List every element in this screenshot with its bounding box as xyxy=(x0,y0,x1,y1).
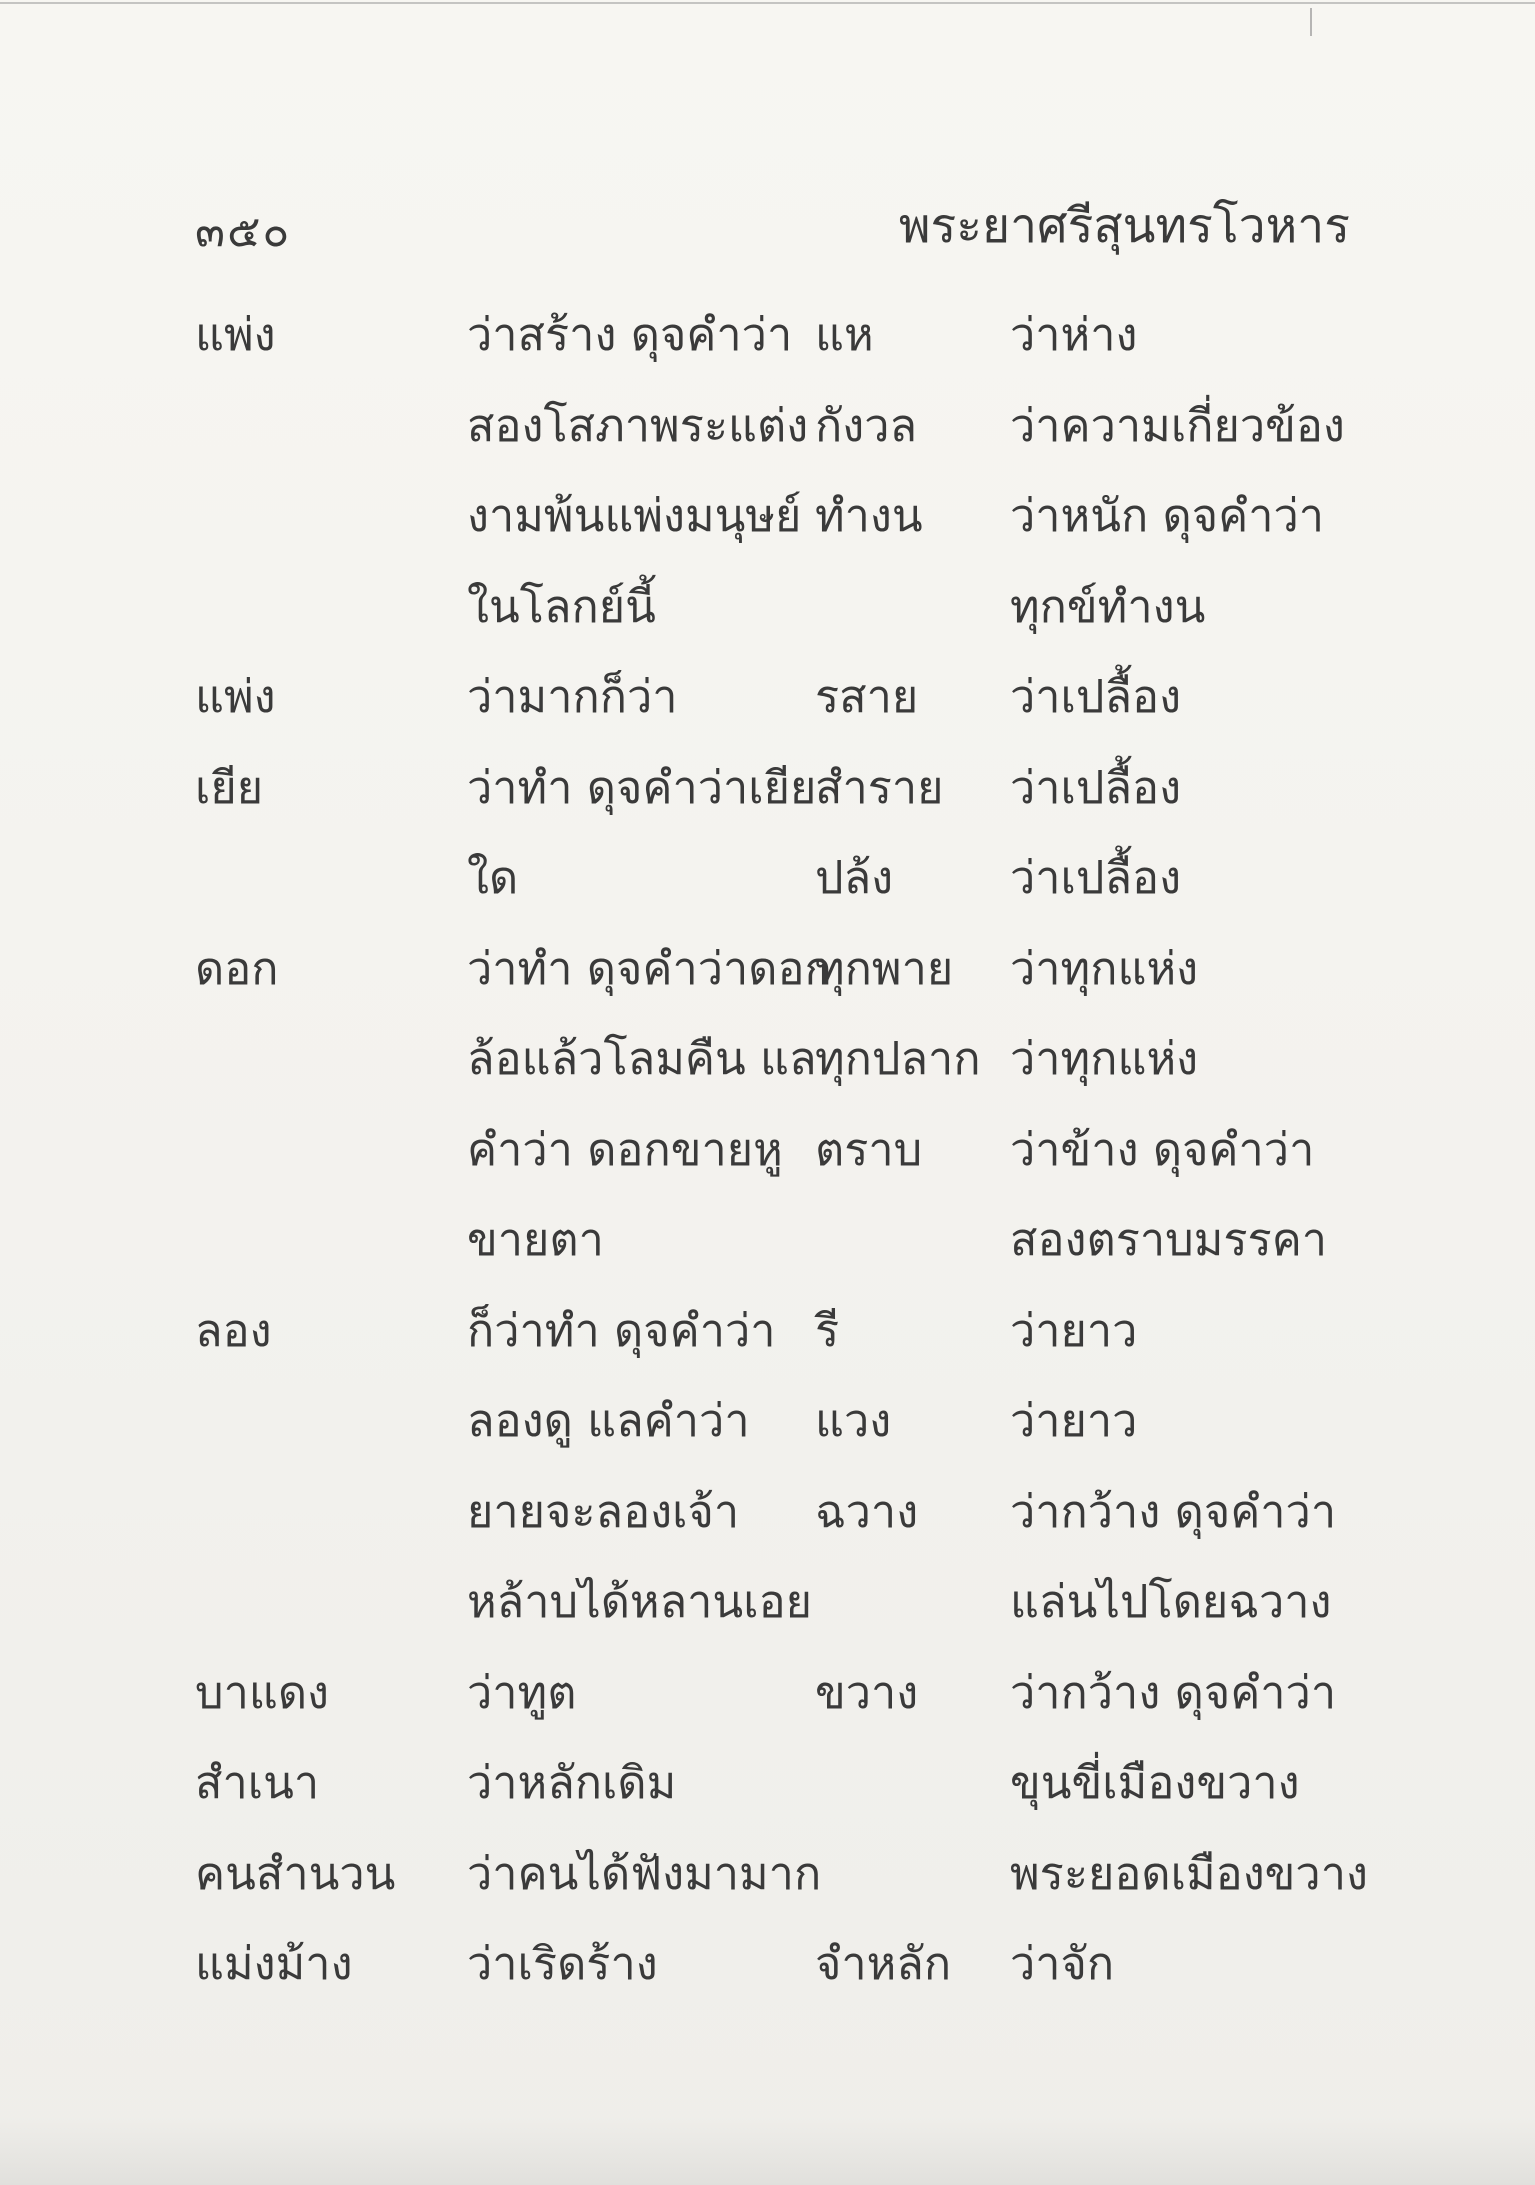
glossary-table xyxy=(195,290,1368,2010)
glossary-row xyxy=(195,1557,1355,1648)
entry-term-2: แวง xyxy=(815,1394,892,1447)
running-title: พระยาศรีสุนทรโวหาร xyxy=(898,198,1350,254)
glossary-row xyxy=(195,833,1355,924)
glossary-row xyxy=(195,1014,1355,1105)
entry-meaning: ว่าสร้าง ดุจคำว่า xyxy=(467,308,793,361)
entry-term-2: ขวาง xyxy=(815,1665,919,1719)
glossary-row xyxy=(195,381,1355,472)
glossary-row xyxy=(195,1738,1355,1829)
entry-term: คนสำนวน xyxy=(195,1846,396,1900)
entry-meaning-2: ว่าข้าง ดุจคำว่า xyxy=(1010,1122,1315,1176)
entry-meaning: ว่ามากก็ว่า xyxy=(467,670,678,723)
page-number: ๓๕๐ xyxy=(195,206,292,257)
entry-meaning-2: ว่าหนัก ดุจคำว่า xyxy=(1010,489,1325,542)
glossary-row xyxy=(195,562,1355,653)
glossary-row xyxy=(195,924,1355,1015)
glossary-row xyxy=(195,652,1355,743)
glossary-row xyxy=(195,1105,1355,1196)
entry-meaning: คำว่า ดอกขายหู xyxy=(467,1122,783,1176)
entry-term-2: รสาย xyxy=(815,670,919,723)
entry-meaning-2: แล่นไปโดยฉวาง xyxy=(1010,1575,1332,1628)
entry-term-2: แห xyxy=(815,308,874,361)
entry-meaning: ใด xyxy=(467,851,519,904)
entry-meaning-2: ว่าเปลื้อง xyxy=(1010,670,1182,723)
entry-meaning: ว่าทำ ดุจคำว่าดอก xyxy=(467,941,832,995)
entry-term-2: ทุกปลาก xyxy=(815,1032,981,1085)
glossary-row xyxy=(195,290,1355,381)
entry-term: บาแดง xyxy=(195,1665,330,1719)
glossary-row xyxy=(195,1829,1368,1920)
glossary-row xyxy=(195,1286,1355,1377)
entry-meaning: ว่าหลักเดิม xyxy=(467,1756,677,1809)
entry-term-2: สำราย xyxy=(815,760,944,814)
entry-term-2: ปล้ง xyxy=(815,851,894,904)
entry-meaning: ลองดู แลคำว่า xyxy=(467,1394,750,1447)
entry-meaning: ขายตา xyxy=(467,1213,604,1266)
entry-term: แม่งม้าง xyxy=(195,1937,353,1990)
entry-meaning-2: ว่าเปลื้อง xyxy=(1010,760,1182,814)
glossary-row xyxy=(195,1467,1355,1558)
entry-term-2: ตราบ xyxy=(815,1122,923,1176)
glossary-row xyxy=(195,1195,1355,1286)
entry-meaning-2: ว่ายาว xyxy=(1010,1394,1138,1447)
entry-meaning-2: สองตราบมรรคา xyxy=(1010,1213,1328,1266)
glossary-row xyxy=(195,471,1355,562)
entry-term: ลอง xyxy=(195,1303,272,1357)
entry-term-2: ทำงน xyxy=(815,489,923,542)
entry-term-2: กังวล xyxy=(815,398,918,452)
glossary-row xyxy=(195,1376,1355,1467)
scan-mark xyxy=(1310,8,1312,36)
entry-term: เยีย xyxy=(195,760,264,814)
entry-meaning: หล้าบได้หลานเอย xyxy=(467,1575,812,1628)
entry-term: สำเนา xyxy=(195,1756,320,1809)
entry-meaning: ว่าทูต xyxy=(467,1665,577,1719)
page-header xyxy=(195,188,1350,258)
entry-meaning-2: ว่าความเกี่ยวข้อง xyxy=(1010,398,1345,452)
entry-meaning: ว่าทำ ดุจคำว่าเยีย xyxy=(467,760,817,814)
entry-term: ดอก xyxy=(195,941,279,995)
entry-term-2: ฉวาง xyxy=(815,1484,919,1538)
entry-meaning-2: ว่าจัก xyxy=(1010,1937,1115,1990)
entry-term-2: รี xyxy=(815,1303,840,1357)
entry-meaning-2: ว่ากว้าง ดุจคำว่า xyxy=(1010,1665,1337,1719)
entry-meaning-2: ว่าทุกแห่ง xyxy=(1010,1032,1199,1085)
entry-meaning: สองโสภาพระแต่ง xyxy=(467,398,809,452)
entry-meaning-2: ว่าทุกแห่ง xyxy=(1010,941,1199,995)
top-edge-line xyxy=(0,2,1535,4)
entry-meaning: ในโลกย์นี้ xyxy=(467,579,656,633)
entry-meaning: ว่าเริดร้าง xyxy=(467,1937,658,1990)
entry-meaning: งามพ้นแพ่งมนุษย์ xyxy=(467,489,802,542)
entry-meaning: ล้อแล้วโลมคืน แล xyxy=(467,1032,817,1085)
entry-meaning-2: พระยอดเมืองขวาง xyxy=(1010,1846,1368,1900)
glossary-row xyxy=(195,1919,1355,2010)
entry-meaning: ว่าคนได้ฟังมามาก xyxy=(467,1846,822,1900)
entry-meaning-2: ขุนขี่เมืองขวาง xyxy=(1010,1756,1300,1809)
entry-meaning: ก็ว่าทำ ดุจคำว่า xyxy=(467,1303,776,1357)
entry-meaning-2: ทุกข์ทำงน xyxy=(1010,579,1206,633)
entry-term-2: จำหลัก xyxy=(815,1937,952,1990)
entry-term-2: ทุกพาย xyxy=(815,941,954,995)
entry-term: แพ่ง xyxy=(195,308,276,361)
page-bottom-shadow xyxy=(0,2115,1535,2185)
entry-meaning: ยายจะลองเจ้า xyxy=(467,1484,740,1538)
glossary-row xyxy=(195,1648,1355,1739)
entry-meaning-2: ว่ากว้าง ดุจคำว่า xyxy=(1010,1484,1337,1538)
entry-term: แพ่ง xyxy=(195,670,276,723)
entry-meaning-2: ว่าเปลื้อง xyxy=(1010,851,1182,904)
entry-meaning-2: ว่าห่าง xyxy=(1010,308,1138,361)
entry-meaning-2: ว่ายาว xyxy=(1010,1303,1138,1357)
glossary-row xyxy=(195,743,1355,834)
